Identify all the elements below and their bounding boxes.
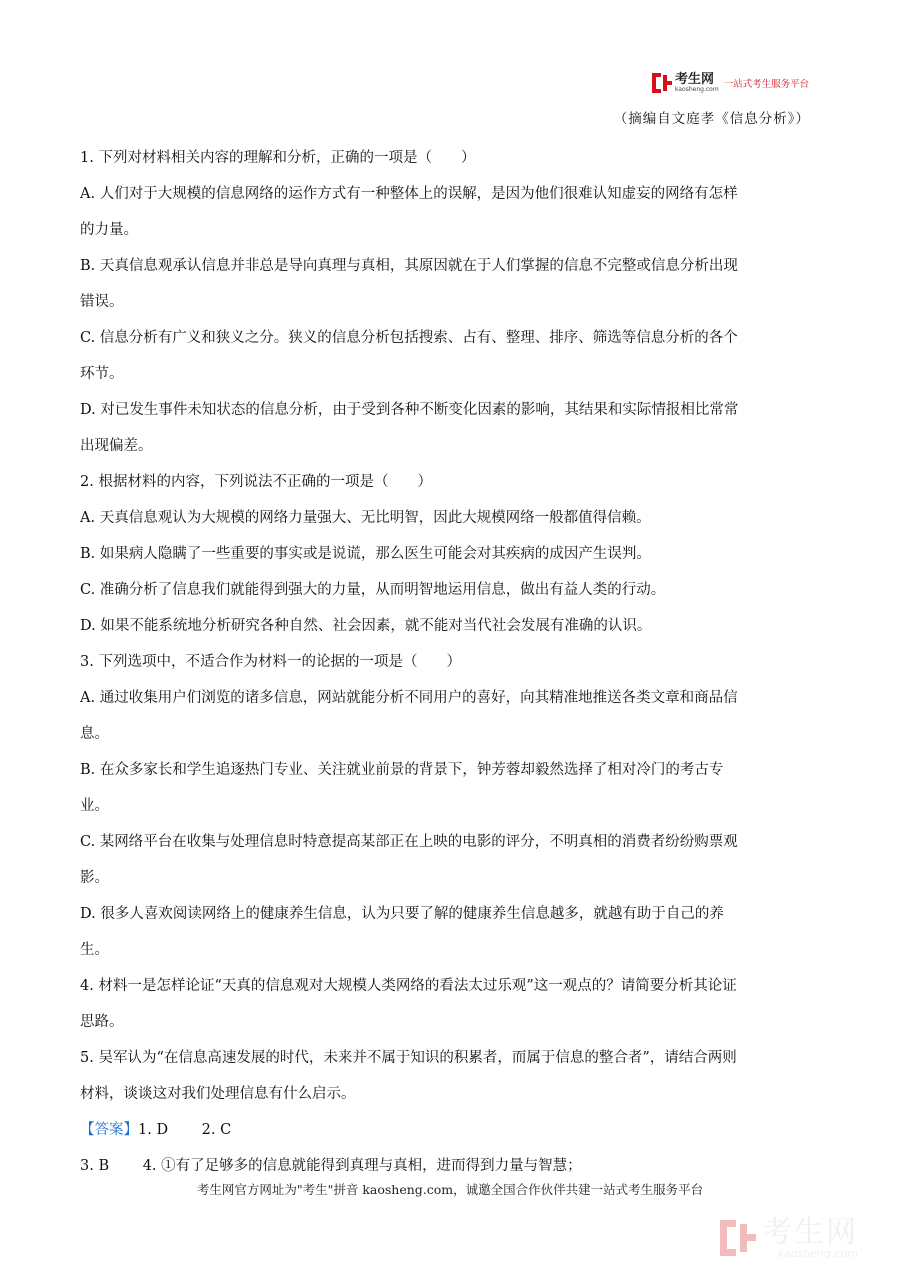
line-text: 1. 下列对材料相关内容的理解和分析，正确的一项是（ ） — [80, 150, 476, 166]
page-footer: 考生网官方网址为"考生"拼音 kaosheng.com，诚邀全国合作伙伴共建一站式考生服务平台 — [196, 1182, 704, 1197]
text-line — [80, 1112, 820, 1148]
text-line — [80, 248, 820, 284]
line-text: 4. 材料一是怎样论证“天真的信息观对大规模人类网络的看法太过乐观”这一观点的？请简要分析其论证 — [80, 978, 737, 994]
logo-domain: kaosheng.com — [675, 86, 719, 93]
text-line — [80, 428, 820, 464]
line-text: 环节。 — [80, 366, 124, 382]
line-text: D. 很多人喜欢阅读网络上的健康养生信息，认为只要了解的健康养生信息越多，就越有助于自己的养 — [80, 906, 724, 922]
line-text: B. 在众多家长和学生追逐热门专业、关注就业前景的背景下，钟芳蓉却毅然选择了相对冷门的考古专 — [80, 762, 724, 778]
line-text: 出现偏差。 — [80, 438, 153, 454]
line-text: 息。 — [80, 726, 109, 742]
text-line — [80, 392, 820, 428]
line-text: D. 如果不能系统地分析研究各种自然、社会因素，就不能对当代社会发展有准确的认识。 — [80, 618, 652, 634]
line-text: 业。 — [80, 798, 109, 814]
header-logo — [652, 72, 852, 94]
text-line — [80, 1148, 820, 1184]
line-text: A. 天真信息观认为大规模的网络力量强大、无比明智，因此大规模网络一般都值得信赖。 — [80, 510, 651, 526]
text-line — [80, 536, 820, 572]
text-line — [80, 1076, 820, 1112]
text-line — [80, 212, 820, 248]
line-text: A. 通过收集用户们浏览的诸多信息，网站就能分析不同用户的喜好，向其精准地推送各类文章和商品信 — [80, 690, 738, 706]
line-text: 材料，谈谈这对我们处理信息有什么启示。 — [80, 1086, 356, 1102]
source-citation: （摘编自文庭孝《信息分析》） — [613, 111, 810, 127]
text-line — [80, 860, 820, 896]
text-line — [80, 824, 820, 860]
line-text: 3. 下列选项中，不适合作为材料一的论据的一项是（ ） — [80, 654, 461, 670]
line-text: C. 信息分析有广义和狭义之分。狭义的信息分析包括搜索、占有、整理、排序、筛选等信息分析的各个 — [80, 330, 738, 346]
text-line — [80, 464, 820, 500]
line-text: C. 某网络平台在收集与处理信息时特意提高某部正在上映的电影的评分，不明真相的消费者纷纷购票观 — [80, 834, 738, 850]
kaosheng-logo-icon — [652, 73, 672, 93]
text-line — [80, 500, 820, 536]
text-line — [80, 644, 820, 680]
line-text: 2. 根据材料的内容，下列说法不正确的一项是（ ） — [80, 474, 432, 490]
line-text: C. 准确分析了信息我们就能得到强大的力量，从而明智地运用信息，做出有益人类的行动。 — [80, 582, 666, 598]
line-text: D. 对已发生事件未知状态的信息分析，由于受到各种不断变化因素的影响，其结果和实际情报相比常常 — [80, 402, 739, 418]
line-text: 3. B 4. ①有了足够多的信息就能得到真理与真相，进而得到力量与智慧； — [80, 1158, 582, 1174]
text-line — [80, 680, 820, 716]
text-line — [80, 896, 820, 932]
text-line — [80, 1040, 820, 1076]
line-text: A. 人们对于大规模的信息网络的运作方式有一种整体上的误解，是因为他们很难认知虚妄的网络有怎样 — [80, 186, 738, 202]
line-text: 1. D 2. C — [138, 1122, 232, 1138]
text-line — [80, 356, 820, 392]
text-line — [80, 284, 820, 320]
line-text: B. 如果病人隐瞒了一些重要的事实或是说谎，那么医生可能会对其疾病的成因产生误判。 — [80, 546, 651, 562]
line-text: 思路。 — [80, 1014, 124, 1030]
line-text: 影。 — [80, 870, 109, 886]
question-body — [80, 140, 820, 1184]
text-line — [80, 716, 820, 752]
text-line — [80, 140, 820, 176]
text-line — [80, 968, 820, 1004]
line-text: 错误。 — [80, 294, 124, 310]
text-line — [80, 608, 820, 644]
answer-tag: 【答案】 — [80, 1122, 138, 1138]
watermark-name: 考生网 — [762, 1214, 858, 1250]
text-line — [80, 752, 820, 788]
watermark-domain: kaosheng.com — [777, 1246, 858, 1260]
text-line — [80, 320, 820, 356]
watermark — [720, 1216, 858, 1260]
logo-tagline: 一站式考生服务平台 — [723, 79, 810, 90]
line-text: B. 天真信息观承认信息并非总是导向真理与真相，其原因就在于人们掌握的信息不完整或信息分析出现 — [80, 258, 738, 274]
line-text: 的力量。 — [80, 222, 138, 238]
text-line — [80, 1004, 820, 1040]
text-line — [80, 176, 820, 212]
text-line — [80, 932, 820, 968]
text-line — [80, 572, 820, 608]
line-text: 生。 — [80, 942, 109, 958]
line-text: 5. 吴军认为“在信息高速发展的时代，未来并不属于知识的积累者，而属于信息的整合者”，请结合两则 — [80, 1050, 737, 1066]
text-line — [80, 788, 820, 824]
watermark-logo-icon — [720, 1220, 756, 1256]
logo-name: 考生网 — [675, 72, 715, 87]
